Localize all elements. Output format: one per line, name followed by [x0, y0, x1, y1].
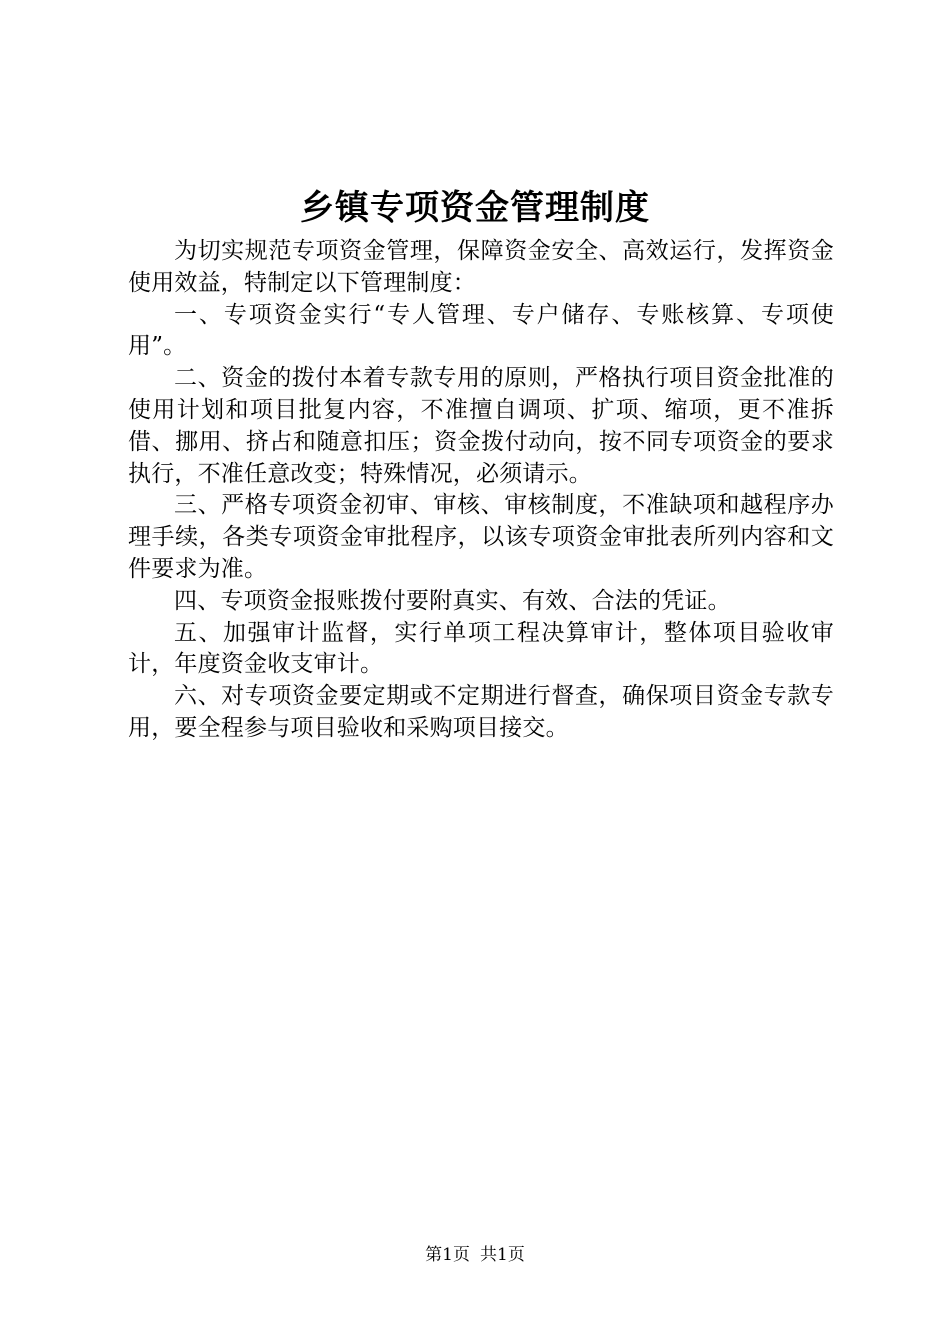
document-body — [128, 236, 834, 745]
page-total: 共1页 — [480, 1245, 525, 1265]
rule-paragraph-1: 一、专项资金实行“专人管理、专户储存、专账核算、专项使用”。 — [128, 301, 834, 360]
rule-paragraph-5: 五、加强审计监督，实行单项工程决算审计，整体项目验收审计，年度资金收支审计。 — [128, 619, 834, 678]
document-title: 乡镇专项资金管理制度 — [300, 188, 650, 228]
rule-paragraph-4: 四、专项资金报账拨付要附真实、有效、合法的凭证。 — [174, 587, 731, 614]
page-footer — [0, 1243, 950, 1267]
rule-paragraph-6: 六、对专项资金要定期或不定期进行督查，确保项目资金专款专用，要全程参与项目验收和采购项目接交。 — [128, 683, 834, 741]
intro-paragraph: 为切实规范专项资金管理，保障资金安全、高效运行，发挥资金使用效益，特制定以下管理制度： — [128, 238, 834, 296]
rule-paragraph-2: 二、资金的拨付本着专款专用的原则，严格执行项目资金批准的使用计划和项目批复内容，不准擅自调项、扩项、缩项，更不准拆借、挪用、挤占和随意扣压；资金拨付动向，按不同专项资金的要求执行，不准任意改变；特殊情况，必须请示。 — [128, 365, 834, 487]
page-number: 第1页 — [425, 1245, 470, 1265]
rule-paragraph-3: 三、严格专项资金初审、审核、审核制度，不准缺项和越程序办理手续，各类专项资金审批程序，以该专项资金审批表所列内容和文件要求为准。 — [128, 492, 834, 582]
